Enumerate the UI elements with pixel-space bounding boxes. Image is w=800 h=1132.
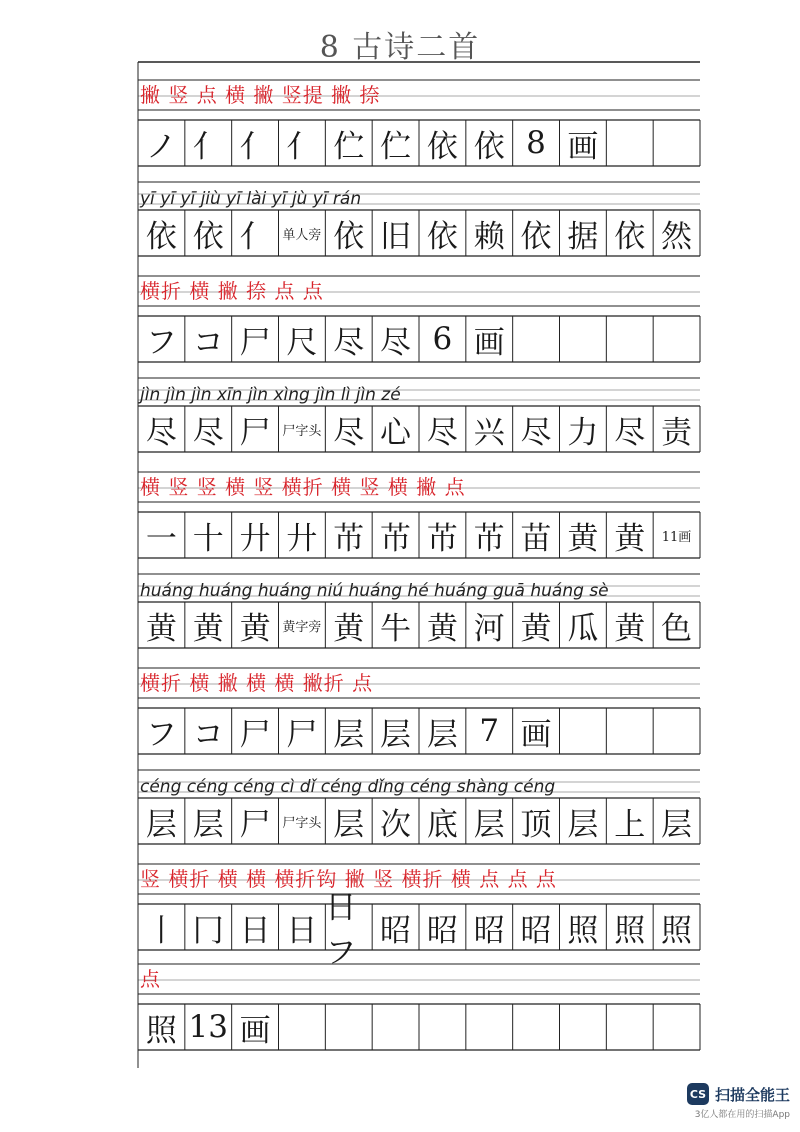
grid-cell: 单人旁 [282,227,322,243]
grid-cell: 冂 [192,912,224,949]
grid-cell: 十 [192,520,224,557]
grid-cell: 依 [333,218,365,255]
grid-cell: 苗 [520,520,552,557]
stroke-order-names: 横 竖 竖 横 竖 横折 横 竖 横 撇 点 [140,475,466,499]
grid-cell: 尺 [286,324,318,361]
grid-cell: 黄 [567,520,599,557]
grid-cell [606,316,653,362]
grid-cell [653,120,700,166]
grid-cell: 据 [567,218,599,255]
grid-cell: 尸 [286,716,318,753]
watermark-tagline: 3亿人都在用的扫描App [694,1110,790,1120]
grid-cell: 依 [520,218,552,255]
grid-cell: 芇 [333,520,365,557]
grid-cell: 伫 [380,128,412,165]
grid-cell: 昭 [380,912,412,949]
grid-cell: 尸 [239,716,271,753]
grid-cell: 依 [145,218,177,255]
grid-cell: ノ [145,128,177,165]
word-practice-grid [138,798,700,844]
grid-cell: 心 [380,414,412,451]
grid-cell: 黄 [614,520,646,557]
grid-cell: 层 [661,806,693,843]
grid-cell: 依 [192,218,224,255]
grid-cell: 责 [661,414,693,451]
grid-cell [653,316,700,362]
pinyin-row: jìn jìn jìn xīn jìn xìng jìn lì jìn zé [140,385,401,405]
grid-cell: 6 [432,321,453,357]
grid-cell: 然 [661,218,693,255]
grid-cell: 依 [426,128,458,165]
grid-cell: 13 [188,1009,228,1045]
stroke-order-grid [138,890,700,971]
grid-cell: 亻 [286,128,318,165]
grid-cell: 顶 [520,806,552,843]
grid-cell: 亻 [239,128,271,165]
grid-cell: 尽 [333,414,365,451]
grid-cell: 廾 [286,520,318,557]
scanner-watermark [687,1083,790,1121]
grid-cell: 伫 [333,128,365,165]
grid-cell: 牛 [380,610,412,647]
grid-cell: 力 [567,414,599,451]
grid-cell: 黄 [614,610,646,647]
grid-cell: 色 [661,610,693,647]
grid-cell: 层 [192,806,224,843]
grid-cell: 尽 [145,414,177,451]
grid-cell: 尸 [239,806,271,843]
grid-cell [559,708,606,754]
grid-cell: 层 [333,716,365,753]
grid-cell: 尸字头 [282,815,322,831]
grid-cell: 11画 [661,529,692,545]
word-practice-grid [138,602,700,648]
grid-cell: 尽 [520,414,552,451]
stroke-order-names: 横折 横 撇 横 横 撇折 点 [140,671,374,695]
grid-cell: 层 [333,806,365,843]
grid-cell: 黄 [333,610,365,647]
grid-cell: 河 [473,610,505,647]
grid-cell: 兴 [473,414,505,451]
grid-cell: 尸字头 [282,423,322,439]
watermark-name: 扫描全能王 [714,1085,790,1104]
grid-cell: 赖 [473,218,505,255]
stroke-order-names: 横折 横 撇 捺 点 点 [140,279,324,303]
stroke-order-grid [138,1004,278,1050]
grid-cell [559,316,606,362]
grid-cell: 丨 [145,912,177,949]
grid-cell: 尽 [192,414,224,451]
grid-cell: 层 [145,806,177,843]
stroke-order-grid [138,512,700,558]
grid-cell: 芇 [473,520,505,557]
grid-cell: コ [192,324,224,361]
grid-cell: 层 [567,806,599,843]
grid-cell [653,708,700,754]
grid-cell: フ [145,324,177,361]
grid-cell: 照 [661,912,693,949]
grid-cell: 画 [473,324,505,361]
grid-cell: 昭 [473,912,505,949]
grid-cell: 尽 [426,414,458,451]
grid-cell: 尽 [380,324,412,361]
stroke-order-grid [138,708,700,754]
grid-cell: 依 [426,218,458,255]
word-practice-grid [138,210,700,256]
grid-cell: 旧 [380,218,412,255]
grid-cell: コ [192,716,224,753]
grid-cell: 黄 [239,610,271,647]
grid-cell: 日 [239,912,271,949]
word-practice-grid [138,406,700,452]
grid-cell: 照 [145,1012,177,1049]
grid-cell: 8 [526,125,546,161]
grid-cell: 照 [567,912,599,949]
grid-cell: 黄 [145,610,177,647]
grid-cell: 上 [614,806,646,843]
grid-cell: 黄字旁 [282,619,322,635]
grid-cell: 画 [567,128,599,165]
pinyin-row: céng céng céng cì dǐ céng dǐng céng shàng céng [140,777,556,797]
grid-cell: 日 [286,912,318,949]
grid-cell: 依 [614,218,646,255]
grid-cell: 尸 [239,324,271,361]
grid-cell: 7 [479,713,500,749]
grid-cell: 黄 [520,610,552,647]
stroke-order-names: 撇 竖 点 横 撇 竖提 撇 捺 [140,83,381,107]
pinyin-row: yī yī yī jiù yī lài yī jù yī rán [140,189,362,209]
grid-cell: 次 [380,806,412,843]
grid-cell: 黄 [426,610,458,647]
grid-cell: 尽 [614,414,646,451]
grid-cell: 层 [380,716,412,753]
grid-cell: 黄 [192,610,224,647]
grid-cell: 照 [614,912,646,949]
stroke-order-grid [138,316,700,362]
stroke-order-names: 点 [140,967,161,991]
grid-cell: 底 [426,806,458,843]
grid-cell [606,708,653,754]
grid-cell: 廾 [239,520,271,557]
grid-cell [606,120,653,166]
grid-cell: 尽 [333,324,365,361]
grid-cell: フ [145,716,177,753]
grid-cell: 芇 [380,520,412,557]
grid-cell: 依 [473,128,505,165]
grid-cell: 一 [145,520,177,557]
grid-cell: 昭 [520,912,552,949]
grid-cell: 昭 [426,912,458,949]
camscanner-logo-icon: CS [687,1083,709,1105]
page-title: 8 古诗二首 [319,30,481,65]
grid-cell: 日フ [325,890,357,971]
grid-cell: 层 [426,716,458,753]
grid-cell: 画 [239,1012,271,1049]
grid-cell: 芇 [426,520,458,557]
grid-cell: 亻 [239,218,271,255]
pinyin-row: huáng huáng huáng niú huáng hé huáng guā huáng sè [140,581,609,601]
grid-cell: 亻 [192,128,224,165]
grid-cell: 尸 [239,414,271,451]
grid-cell [513,316,560,362]
grid-cell: 瓜 [567,610,599,647]
stroke-order-names: 竖 横折 横 横 横折钩 撇 竖 横折 横 点 点 点 [140,867,557,891]
stroke-order-grid [138,120,700,166]
grid-cell: 画 [520,716,552,753]
grid-cell: 层 [473,806,505,843]
